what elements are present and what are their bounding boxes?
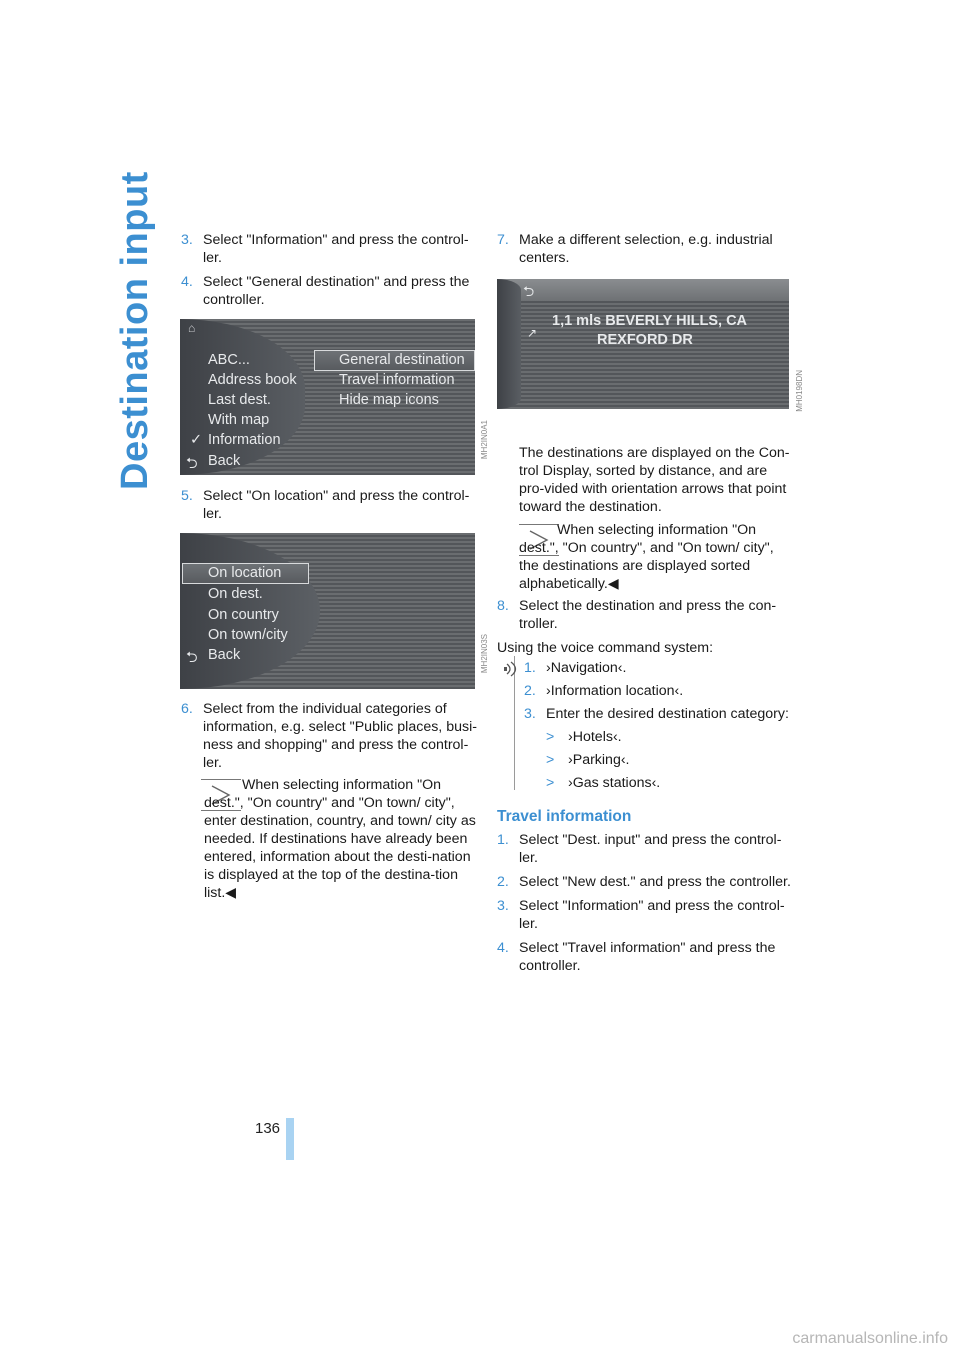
screen-destination-list — [497, 279, 789, 409]
step-number: 3. — [524, 706, 536, 722]
right-note — [519, 521, 793, 593]
bullet-arrow: > — [546, 775, 555, 791]
menu-item: Address book — [208, 372, 297, 388]
step-text: ›Navigation‹. — [546, 660, 627, 676]
left-column-step6 — [181, 700, 477, 778]
menu-item-on-location: On location — [208, 565, 282, 581]
footer — [0, 1320, 960, 1358]
right-para — [519, 444, 793, 516]
right-column — [497, 231, 793, 273]
step-number: 3. — [181, 232, 193, 248]
menu-item-hide-map-icons: Hide map icons — [339, 392, 439, 408]
step-number: 1. — [497, 832, 509, 848]
menu-item-back: Back — [208, 647, 241, 663]
step-text: Select "Dest. input" and press the control-ler. — [519, 832, 782, 866]
step-number: 6. — [181, 701, 193, 717]
step-text: Select "Information" and press the control-ler. — [203, 232, 469, 266]
section-title-text: Destination input — [114, 171, 156, 490]
voice-command-icon — [503, 660, 523, 678]
menu-item: On country — [208, 607, 279, 623]
check-icon: ✓ — [190, 432, 203, 448]
step-text: Select "Travel information" and press the controller. — [519, 940, 776, 974]
step-number: 4. — [497, 940, 509, 956]
step-text: ›Parking‹. — [568, 752, 630, 768]
menu-item-back: Back — [208, 453, 241, 469]
step-4 — [181, 273, 477, 309]
image-code: MH0198DN — [795, 370, 804, 412]
step-text: Make a different selection, e.g. industrial centers. — [519, 232, 773, 266]
voice-step — [524, 659, 794, 677]
step-number: 5. — [181, 488, 193, 504]
voice-sub — [546, 751, 794, 769]
voice-sub — [546, 774, 794, 792]
right-step8 — [497, 597, 793, 657]
step-number: 2. — [524, 683, 536, 699]
paragraph: The destinations are displayed on the Con-trol Display, sorted by distance, and are pro-vided with orientation arrows that point toward the destination. — [519, 445, 790, 515]
menu-item: With map — [208, 412, 270, 428]
step-3 — [181, 231, 477, 267]
step-5 — [181, 487, 477, 523]
step-number: 7. — [497, 232, 509, 248]
step-8 — [497, 597, 793, 633]
step-text: ›Gas stations‹. — [568, 775, 661, 791]
image-code: MH2IN0A1 — [480, 420, 489, 460]
destination-line-2: REXFORD DR — [597, 332, 693, 348]
voice-step — [524, 705, 794, 723]
left-column-step5 — [181, 487, 477, 529]
direction-arrow-icon: ↗ — [527, 326, 538, 340]
step-number: 4. — [181, 274, 193, 290]
step-text: Select "On location" and press the control-ler. — [203, 488, 470, 522]
step-text: ›Hotels‹. — [568, 729, 622, 745]
back-arrow-icon: ⮌ — [523, 283, 535, 299]
step-4 — [497, 939, 793, 975]
image-code: MH2IN03S — [480, 634, 489, 674]
note-text: When selecting information "On dest.", "On country" and "On town/ city", enter destination, country, and town/ city as needed. If destinations have already been entered, information about the desti-nation is displayed at the top of the destina-tion list.◀ — [204, 777, 476, 901]
step-text: Select from the individual categories of information, e.g. select "Public places, busi-ness and shopping" and press the control-ler. — [203, 701, 477, 771]
step-text: ›Information location‹. — [546, 683, 684, 699]
page-number: 136 — [255, 1120, 281, 1137]
menu-item-selected: Information — [208, 432, 281, 448]
step-3 — [497, 897, 793, 933]
step-number: 2. — [497, 874, 509, 890]
footer-watermark: carmanualsonline.info — [792, 1330, 948, 1347]
page-bar — [286, 1118, 294, 1160]
step-text: Select "General destination" and press the controller. — [203, 274, 470, 308]
left-note — [204, 776, 476, 902]
voice-sub — [546, 728, 794, 746]
note-text: When selecting information "On dest.", "On country", and "On town/ city", the destinations are displayed sorted alphabetically.◀ — [519, 522, 774, 592]
screen-information-menu — [180, 319, 475, 475]
section-title — [114, 171, 158, 490]
home-icon: ⌂ — [188, 321, 196, 335]
travel-info-steps — [497, 831, 793, 981]
voice-step — [524, 682, 794, 700]
menu-item-travel-information: Travel information — [339, 372, 455, 388]
step-text: Select the destination and press the con-troller. — [519, 598, 777, 632]
step-7 — [497, 231, 793, 267]
menu-item: On town/city — [208, 627, 288, 643]
destination-line-1: 1,1 mls BEVERLY HILLS, CA — [552, 313, 748, 329]
bullet-arrow: > — [546, 752, 555, 768]
menu-item: On dest. — [208, 586, 263, 602]
menu-item-general-destination: General destination — [339, 352, 465, 368]
step-text: Select "New dest." and press the controller. — [519, 874, 791, 890]
section-heading: Travel information — [497, 808, 632, 825]
step-number: 1. — [524, 660, 536, 676]
step-number: 8. — [497, 598, 509, 614]
step-text: Select "Information" and press the control-ler. — [519, 898, 785, 932]
menu-item: Last dest. — [208, 392, 271, 408]
step-text: Enter the desired destination category: — [546, 706, 789, 722]
voice-intro: Using the voice command system: — [497, 640, 714, 656]
left-column — [181, 231, 477, 315]
back-arrow-icon: ⮌ — [186, 456, 198, 472]
step-1 — [497, 831, 793, 867]
back-arrow-icon: ⮌ — [186, 650, 198, 666]
step-6 — [181, 700, 477, 772]
screen-location-menu — [180, 533, 475, 689]
menu-item: ABC... — [208, 352, 250, 368]
bullet-arrow: > — [546, 729, 555, 745]
step-number: 3. — [497, 898, 509, 914]
step-2 — [497, 873, 793, 891]
voice-commands — [524, 659, 794, 797]
